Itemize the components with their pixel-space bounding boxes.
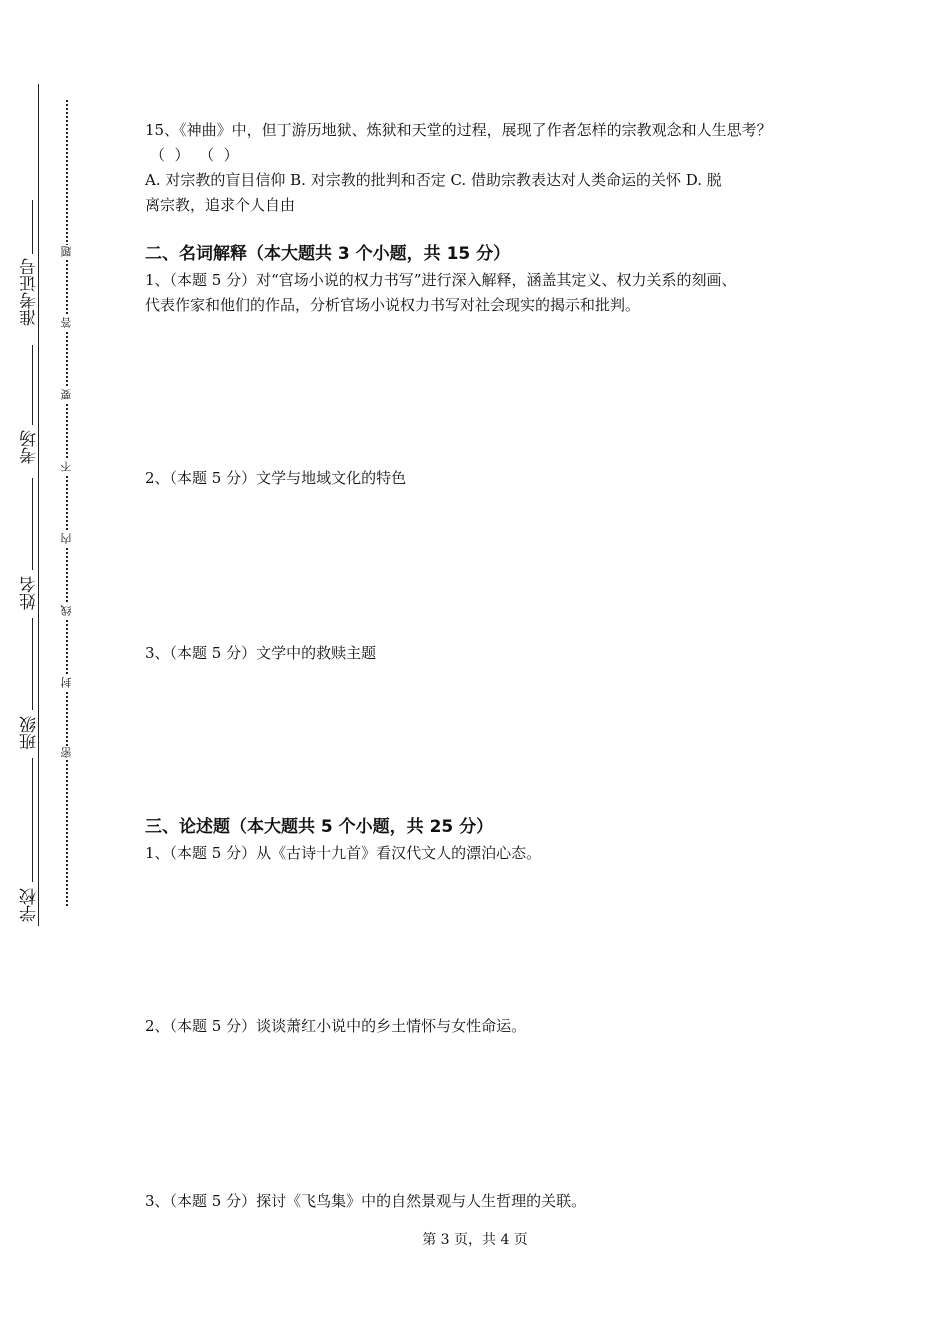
section-2-question-1-cont: 代表作家和他们的作品，分析官场小说权力书写对社会现实的揭示和批判。 (145, 296, 641, 314)
field-blank-line (32, 758, 33, 882)
seal-char: 线 (60, 605, 73, 617)
binding-margin-line (38, 84, 39, 926)
page-footer: 第 3 页，共 4 页 (422, 1232, 528, 1248)
seal-char: 内 (60, 533, 73, 545)
seal-dotted-line (66, 100, 68, 906)
section-2-question-3: 3、（本题 5 分）文学中的救赎主题 (145, 644, 377, 662)
section-2-title: 二、名词解释（本大题共 3 个小题，共 15 分） (145, 244, 511, 264)
seal-char: 密 (60, 747, 73, 759)
seal-char: 题 (60, 246, 73, 258)
field-blank-line (32, 618, 33, 710)
seal-char: 答 (60, 317, 73, 329)
field-label-school: 学校 (20, 888, 40, 922)
field-label-name: 姓名 (20, 576, 40, 610)
question-15-options-cont: 离宗教，追求个人自由 (145, 196, 296, 214)
section-2-question-1: 1、（本题 5 分）对“官场小说的权力书写”进行深入解释，涵盖其定义、权力关系的刻画、 (145, 271, 737, 289)
section-3-question-2: 2、（本题 5 分）谈谈萧红小说中的乡土情怀与女性命运。 (145, 1017, 527, 1035)
section-3-question-1: 1、（本题 5 分）从《古诗十九首》看汉代文人的漂泊心态。 (145, 844, 542, 862)
field-label-class: 班级 (20, 716, 40, 750)
seal-char: 不 (60, 461, 73, 473)
question-15-options: A. 对宗教的盲目信仰 B. 对宗教的批判和否定 C. 借助宗教表达对人类命运的关怀 D. 脱 (145, 171, 722, 189)
seal-char: 要 (60, 389, 73, 401)
section-2-question-2: 2、（本题 5 分）文学与地域文化的特色 (145, 469, 407, 487)
field-blank-line (32, 478, 33, 570)
field-blank-line (32, 200, 33, 254)
question-15-answer-blanks: （ ） （ ） (150, 146, 239, 164)
section-3-title: 三、论述题（本大题共 5 个小题，共 25 分） (145, 817, 494, 837)
field-label-exam-id: 准考证号 (20, 258, 40, 326)
field-label-exam-room: 考场 (20, 430, 40, 464)
seal-char: 封 (60, 677, 73, 689)
field-blank-line (32, 345, 33, 425)
section-3-question-3: 3、（本题 5 分）探讨《飞鸟集》中的自然景观与人生哲理的关联。 (145, 1192, 587, 1210)
question-15-stem: 15、《神曲》中，但丁游历地狱、炼狱和天堂的过程，展现了作者怎样的宗教观念和人生思考？ (145, 121, 772, 139)
